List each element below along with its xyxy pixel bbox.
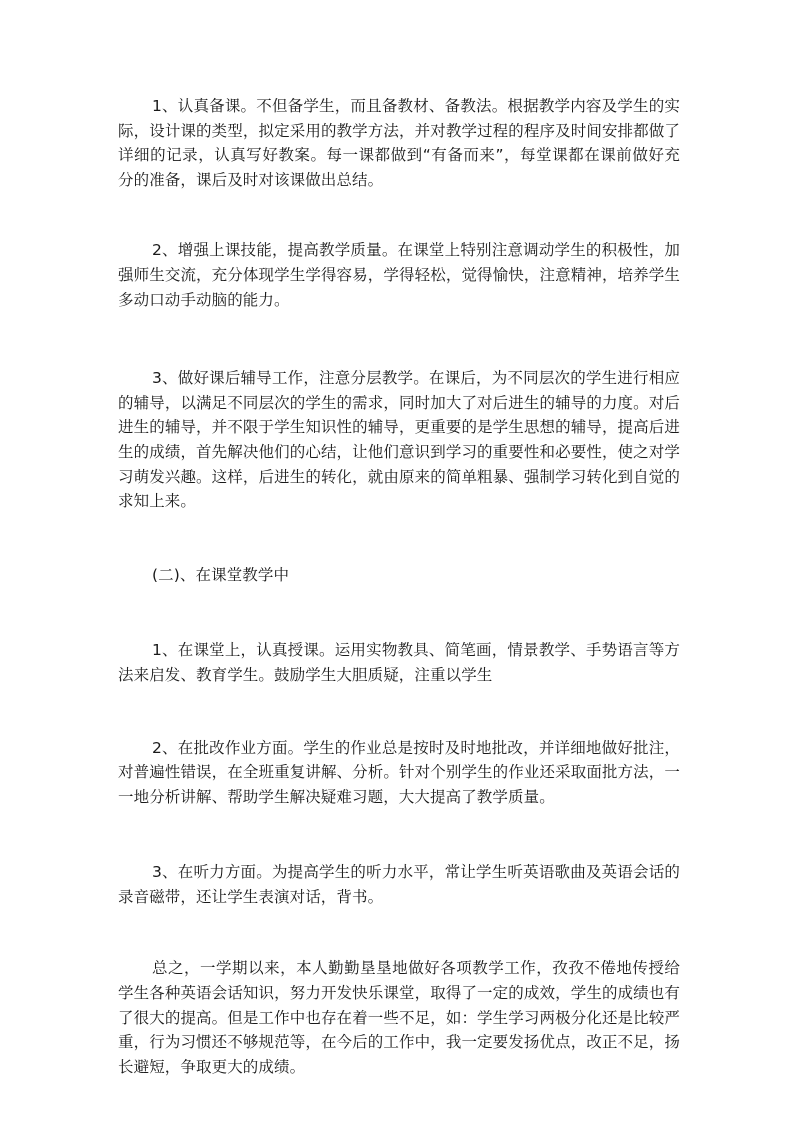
paragraph-prepare-lessons: 1、认真备课。不但备学生，而且备教材、备教法。根据教学内容及学生的实际，设计课的类型，拟定采用的教学方法，并对教学过程的程序及时间安排都做了详细的记录，认真写好教案。每一课都做到“有备而来”，每堂课都在课前做好充分的准备，课后及时对该课做出总结。	[118, 97, 680, 189]
section-heading-classroom-teaching: (二)、在课堂教学中	[152, 565, 290, 584]
paragraph-teaching-skills: 2、增强上课技能，提高教学质量。在课堂上特别注意调动学生的积极性，加强师生交流，充分体现学生学得容易，学得轻松，觉得愉快，注意精神，培养学生多动口动手动脑的能力。	[118, 241, 680, 309]
document-page	[118, 94, 680, 1079]
paragraph-in-class: 1、在课堂上，认真授课。运用实物教具、简笔画，情景教学、手势语言等方法来启发、教育学生。鼓励学生大胆质疑，注重以学生	[118, 641, 680, 684]
paragraph-after-class-tutoring: 3、做好课后辅导工作，注意分层教学。在课后，为不同层次的学生进行相应的辅导，以满足不同层次的学生的需求，同时加大了对后进生的辅导的力度。对后进生的辅导，并不限于学生知识性的辅导，更重要的是学生思想的辅导，提高后进生的成绩，首先解决他们的心结，让他们意识到学习的重要性和必要性，使之对学习萌发兴趣。这样，后进生的转化，就由原来的简单粗暴、强制学习转化到自觉的求知上来。	[118, 369, 680, 511]
paragraph-homework-correction: 2、在批改作业方面。学生的作业总是按时及时地批改，并详细地做好批注，对普遍性错误，在全班重复讲解、分析。针对个别学生的作业还采取面批方法，一一地分析讲解、帮助学生解决疑难习题，大大提高了教学质量。	[118, 738, 680, 806]
paragraph-listening: 3、在听力方面。为提高学生的听力水平，常让学生听英语歌曲及英语会话的录音磁带，还让学生表演对话，背书。	[118, 863, 680, 906]
paragraph-summary: 总之，一学期以来，本人勤勤垦垦地做好各项教学工作，孜孜不倦地传授给学生各种英语会话知识，努力开发快乐课堂，取得了一定的成效，学生的成绩也有了很大的提高。但是工作中也存在着一些不足，如：学生学习两极分化还是比较严重，行为习惯还不够规范等，在今后的工作中，我一定要发扬优点，改正不足，扬长避短，争取更大的成绩。	[118, 959, 680, 1076]
